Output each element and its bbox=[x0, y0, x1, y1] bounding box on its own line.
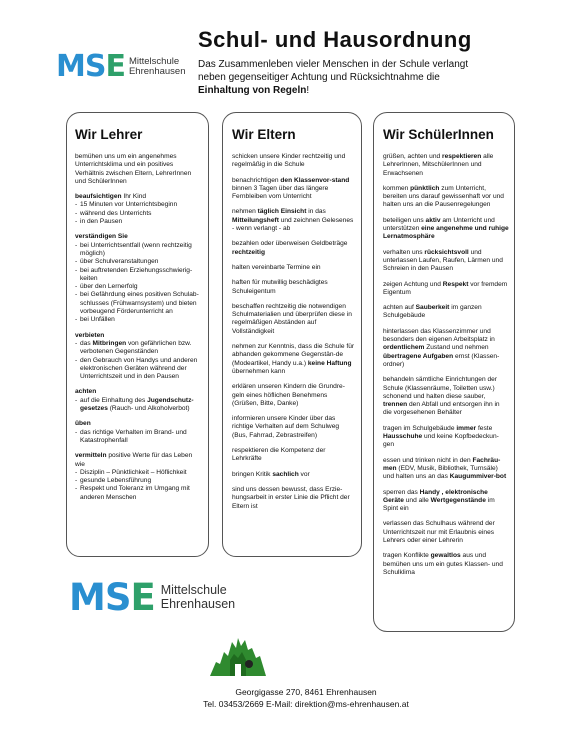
parents-rule: halten vereinbarte Termine ein bbox=[232, 263, 321, 271]
footer-contact: Tel. 03453/2669 E-Mail: direktion@ms-ehrenhausen.at bbox=[203, 699, 409, 709]
students-rule: grüßen, achten und respektieren alle LehrerInnen, MitschülerInnen und Erwachsenen bbox=[383, 153, 494, 177]
list-item: - bei auftretenden Erziehungsschwierig-keiten bbox=[75, 267, 202, 284]
parents-rule: bringen Kritik sachlich vor bbox=[232, 470, 310, 478]
list-item: - auf die Einhaltung des Jugendschutz-gesetzes (Rauch- und Alkoholverbot) bbox=[75, 397, 202, 414]
school-logo-bottom bbox=[69, 576, 235, 619]
list-item: - das richtige Verhalten im Brand- und Katastrophenfall bbox=[75, 429, 202, 446]
students-rule: behandeln sämtliche Einrichtungen der Schule (Klassenräume, Toiletten usw.) schonend und halten diese sauber, trennen den Abfall und entsorgen ihn in die vorgesehenen Behälter bbox=[383, 376, 500, 417]
logo-mark: MSE bbox=[69, 576, 155, 619]
list-item: - gesunde Lebensführung bbox=[75, 477, 202, 485]
students-rule: essen und trinken nicht in den Fachräu-men (EDV, Musik, Bibliothek, Turnsäle) und halten uns an das Kaugummiver-bot bbox=[383, 456, 507, 481]
students-rule: hinterlassen das Klassenzimmer und besonders den eigenen Arbeitsplatz in ordentlichem Zustand und nehmen übertragene Aufgaben ernst (Klassen-ordner) bbox=[383, 327, 500, 368]
teachers-column bbox=[66, 112, 209, 557]
supervise-list bbox=[75, 201, 202, 226]
students-rule: kommen pünktlich zum Unterricht, bereiten uns darauf gewissenhaft vor und halten uns an die Pausenregelungen bbox=[383, 184, 504, 209]
list-item: - in den Pausen bbox=[75, 218, 202, 226]
students-rule: tragen Konflikte gewaltlos aus und bemühen uns um ein gutes Klassen- und Schulklima bbox=[383, 552, 503, 576]
teachers-heading: Wir Lehrer bbox=[75, 127, 143, 142]
logo-mark: MSE bbox=[56, 49, 125, 84]
inform-list bbox=[75, 242, 202, 325]
students-rule: beteiligen uns aktiv am Unterricht und unterstützen eine angenehme und ruhige Lernatmosphäre bbox=[383, 216, 509, 241]
list-item: - bei Gefährdung eines positiven Schulab-schlusses (Frühwarnsystem) und bieten vorbeugend Förderunterricht an bbox=[75, 291, 202, 316]
students-rule: zeigen Achtung und Respekt vor fremdem Eigentum bbox=[383, 280, 508, 296]
list-item: - 15 Minuten vor Unterrichtsbeginn bbox=[75, 201, 202, 209]
list-item: - über den Lernerfolg bbox=[75, 283, 202, 291]
teachers-observe-heading: achten bbox=[75, 388, 97, 396]
parents-rule: schicken unsere Kinder rechtzeitig und regelmäßig in die Schule bbox=[232, 153, 346, 169]
list-item: - über Schulveranstaltungen bbox=[75, 258, 202, 266]
intro-text: Das Zusammenleben vieler Menschen in der Schule verlangt neben gegenseitiger Achtung und Rücksichtnahme die Einhaltung von Regeln! bbox=[198, 59, 469, 96]
logo-text: Mittelschule Ehrenhausen bbox=[128, 55, 186, 77]
school-logo-top bbox=[56, 49, 186, 84]
list-item: - Respekt und Toleranz im Umgang mit anderen Menschen bbox=[75, 485, 202, 502]
parents-rule: erklären unseren Kindern die Grundre-geln eines höflichen Benehmens (Grüßen, Bitte, Danke) bbox=[232, 383, 345, 407]
teachers-supervise-heading: beaufsichtigen Ihr Kind bbox=[75, 193, 147, 201]
values-list bbox=[75, 469, 202, 502]
teachers-forbid-heading: verbieten bbox=[75, 331, 105, 339]
list-item: - Disziplin – Pünktlichkeit – Höflichkeit bbox=[75, 469, 202, 477]
parents-column bbox=[222, 112, 362, 557]
parents-rule: haften für mutwillig beschädigtes Schuleigentum bbox=[232, 279, 328, 295]
list-item: - bei Unfällen bbox=[75, 316, 202, 324]
parents-rule: sind uns dessen bewusst, dass Erzie-hungsarbeit in erster Linie die Pflicht der Eltern ist bbox=[232, 485, 350, 510]
parents-rule: beschaffen rechtzeitig die notwendigen Schulmaterialien und überprüfen diese in regelmäßigen Abständen auf Vollständigkeit bbox=[232, 302, 352, 335]
list-item: - während des Unterrichts bbox=[75, 210, 202, 218]
students-rule: verlassen das Schulhaus während der Unterrichtszeit nur mit Erlaubnis eines Lehrers oder einer Lehrerin bbox=[383, 520, 495, 544]
parents-rule: respektieren die Kompetenz der Lehrkräfte bbox=[232, 447, 326, 463]
practice-list bbox=[75, 429, 202, 446]
list-item: - bei Unterrichtsentfall (wenn rechtzeitig möglich) bbox=[75, 242, 202, 259]
observe-list bbox=[75, 397, 202, 414]
page-title: Schul- und Hausordnung bbox=[198, 27, 472, 52]
students-rule: verhalten uns rücksichtsvoll und unterlassen Laufen, Raufen, Lärmen und Schreien in den Pausen bbox=[383, 248, 503, 273]
teachers-values-heading: vermitteln positive Werte für das Leben wie bbox=[75, 452, 193, 468]
students-rule: sperren das Handy , elektronische Geräte und alle Wertgegenstände im Spint ein bbox=[383, 488, 495, 513]
list-item: - das Mitbringen von gefährlichen bzw. verbotenen Gegenständen bbox=[75, 340, 202, 357]
students-column bbox=[373, 112, 515, 632]
parents-rule: informieren unsere Kinder über das richtige Verhalten auf dem Schulweg (Bus, Fahrrad, Zebrastreifen) bbox=[232, 415, 340, 439]
students-heading: Wir SchülerInnen bbox=[383, 127, 494, 142]
parents-rule: benachrichtigen den Klassenvor-stand binnen 3 Tagen über das längere Fernbleiben vom Unterricht bbox=[232, 176, 350, 201]
list-item: - den Gebrauch von Handys und anderen elektronischen Geräten während der Unterrichtszeit und in den Pausen bbox=[75, 357, 202, 382]
footer-address: Georgigasse 270, 8461 Ehrenhausen bbox=[235, 687, 377, 697]
parents-rule: nehmen täglich Einsicht in das Mitteilungsheft und zeichnen Gelesenes - wenn verlangt - ab bbox=[232, 208, 354, 233]
teachers-practice-heading: üben bbox=[75, 420, 91, 428]
parents-heading: Wir Eltern bbox=[232, 127, 296, 142]
municipal-crest-icon bbox=[208, 634, 268, 678]
forbid-list bbox=[75, 340, 202, 381]
parents-rule: bezahlen oder überweisen Geldbeträge rechtzeitig bbox=[232, 240, 348, 256]
teachers-inform-heading: verständigen Sie bbox=[75, 233, 128, 241]
students-rule: achten auf Sauberkeit im ganzen Schulgebäude bbox=[383, 304, 482, 320]
students-rule: tragen im Schulgebäude immer feste Hausschuhe und keine Kopfbedeckun-gen bbox=[383, 424, 499, 449]
logo-text: Mittelschule Ehrenhausen bbox=[160, 583, 236, 611]
parents-rule: nehmen zur Kenntnis, dass die Schule für abhanden gekommene Gegenstän-de (Modeartikel, Handy u.a.) keine Haftung übernehmen kann bbox=[232, 343, 355, 375]
teachers-intro: bemühen uns um ein angenehmes Unterrichtsklima und ein positives Verhältnis zwischen Eltern, LehrerInnen und SchülerInnen bbox=[75, 153, 192, 185]
